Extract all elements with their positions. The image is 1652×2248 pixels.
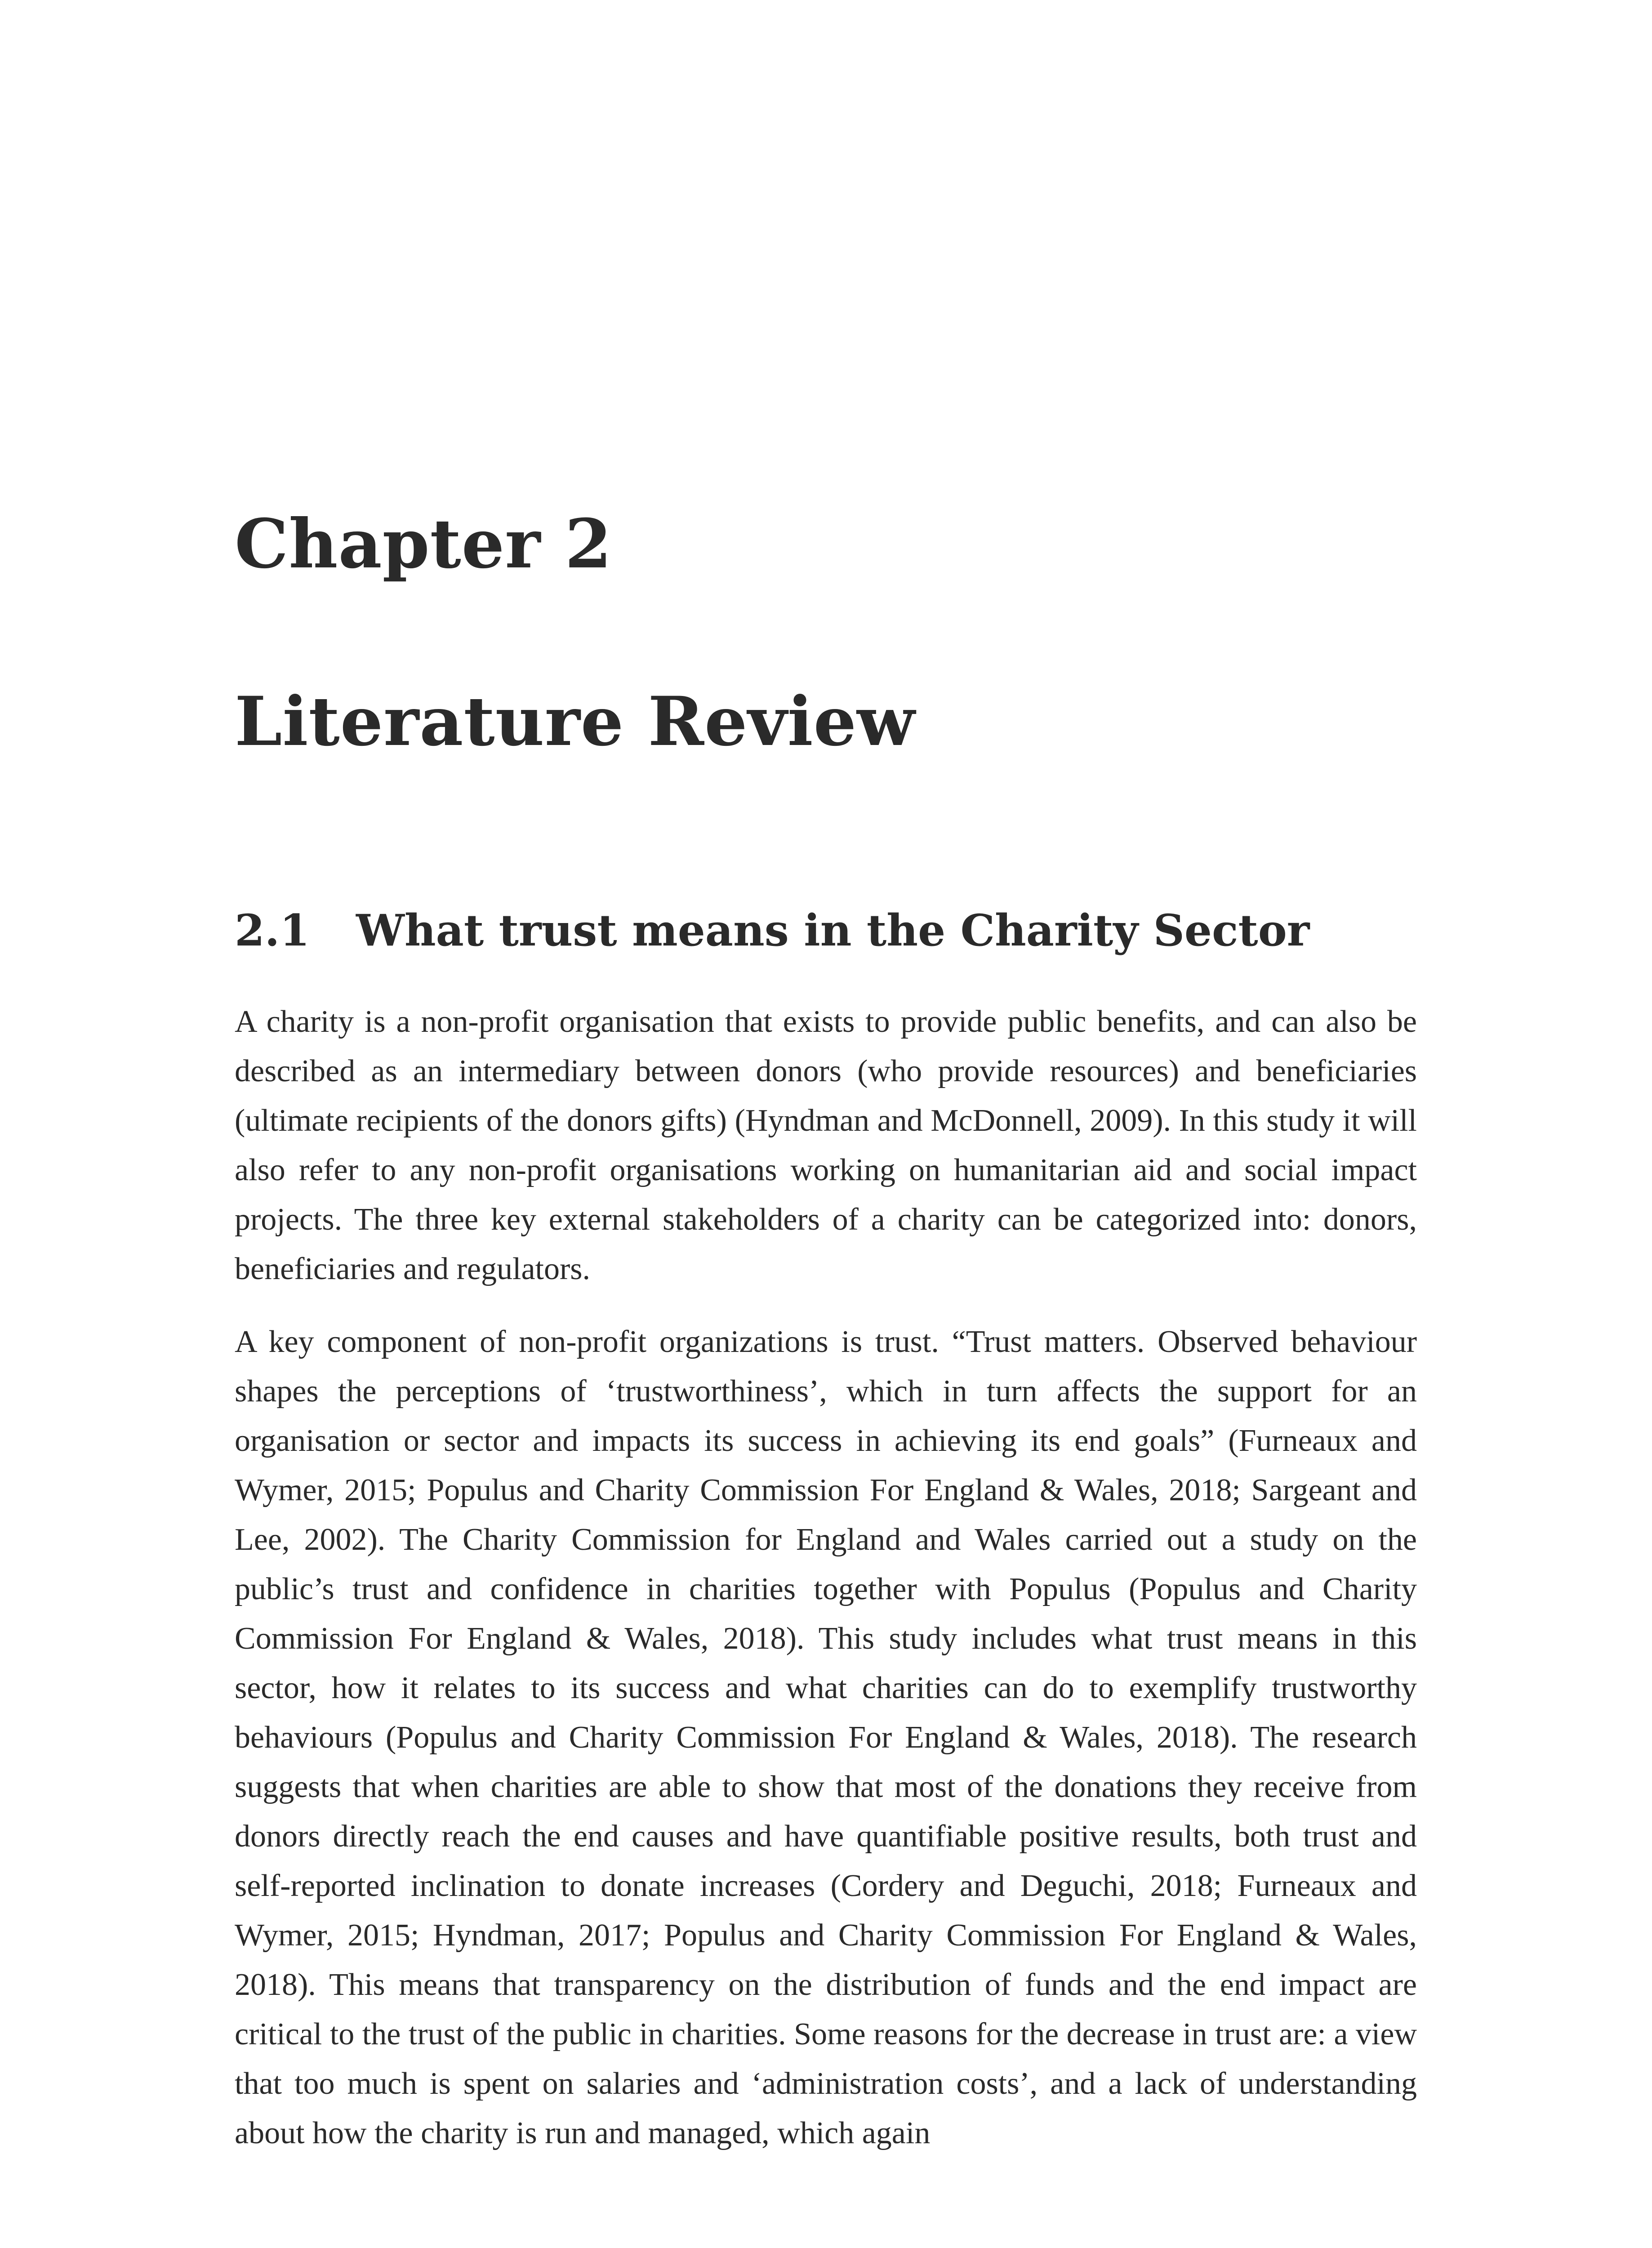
chapter-label: Chapter 2 [235,504,612,584]
chapter-title: Literature Review [235,682,916,761]
section-title: What trust means in the Charity Sector [356,905,1310,956]
section-number: 2.1 [235,905,310,956]
section-heading [235,904,1309,958]
body-paragraph: A key component of non-profit organizations is trust. “Trust matters. Observed behaviour shapes the perceptions of ‘trustworthiness’, which in turn affects the support for an organisation or sector and impacts its success in achieving its end goals” (Furneaux and Wymer, 2015; Populus and Charity Commission For England & Wales, 2018; Sargeant and Lee, 2002). The Charity Commission for England and Wales carried out a study on the public’s trust and confidence in charities together with Populus (Populus and Charity Commission For England & Wales, 2018). This study includes what trust means in this sector, how it relates to its success and what charities can do to exemplify trustworthy behaviours (Populus and Charity Commission For England & Wales, 2018). The research suggests that when charities are able to show that most of the donations they receive from donors directly reach the end causes and have quantifiable positive results, both trust and self-reported inclination to donate increases (Cordery and Deguchi, 2018; Furneaux and Wymer, 2015; Hyndman, 2017; Populus and Charity Commission For England & Wales, 2018). This means that transparency on the distribution of funds and the end impact are critical to the trust of the public in charities. Some reasons for the decrease in trust are: a view that too much is spent on salaries and ‘administration costs’, and a lack of understanding about how the charity is run and managed, which again [235,1325,1417,2150]
body-paragraph: A charity is a non-profit organisation that exists to provide public benefits, and can also be described as an intermediary between donors (who provide resources) and beneficiaries (ultimate recipients of the donors gifts) (Hyndman and McDonnell, 2009). In this study it will also refer to any non-profit organisations working on humanitarian aid and social impact projects. The three key external stakeholders of a charity can be categorized into: donors, beneficiaries and regulators. [235,1004,1417,1286]
